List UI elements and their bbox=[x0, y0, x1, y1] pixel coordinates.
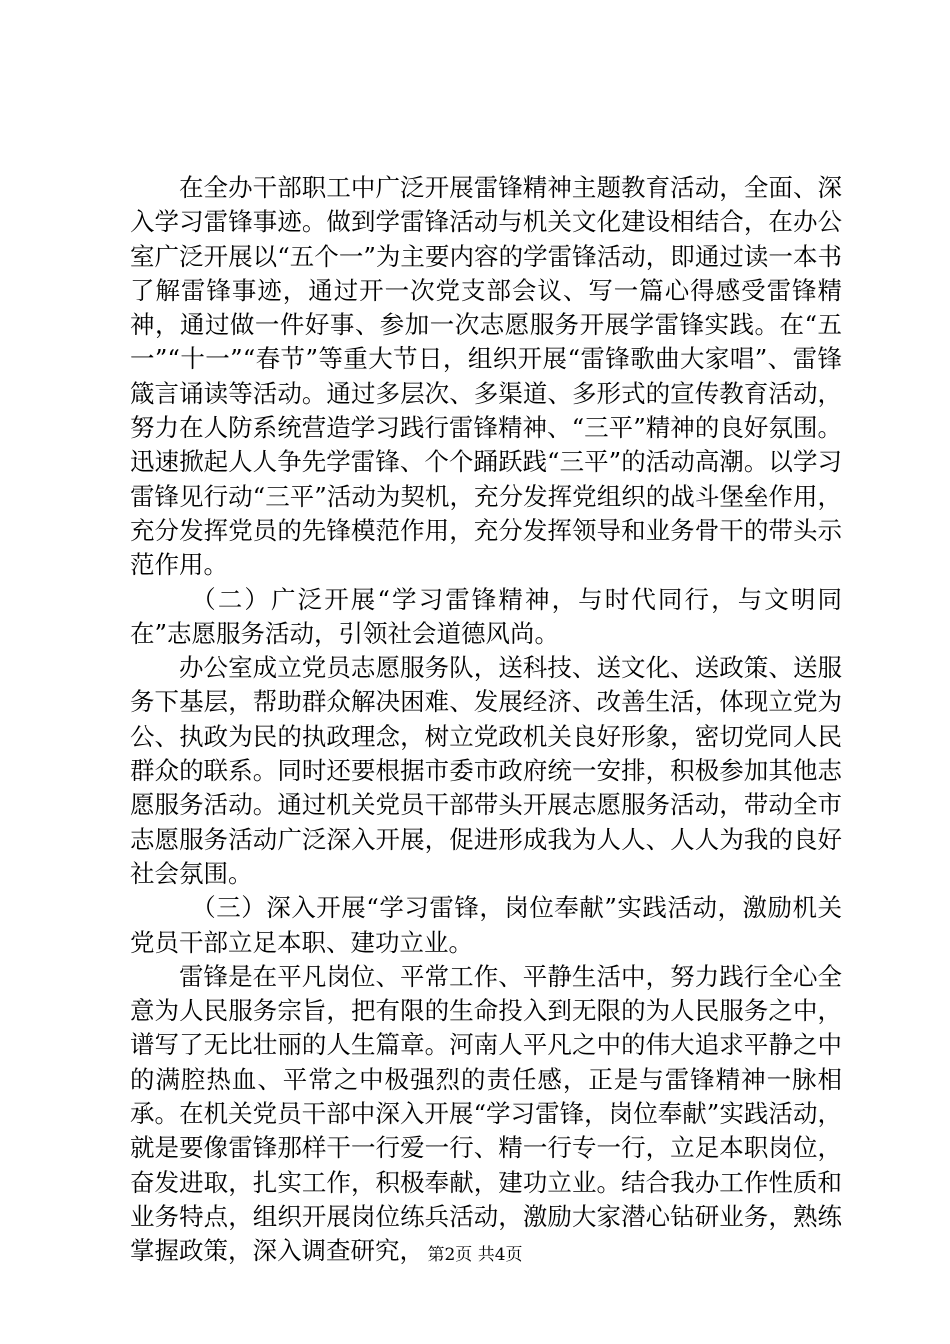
body-paragraph: 办公室成立党员志愿服务队，送科技、送文化、送政策、送服务下基层，帮助群众解决困难、发展经济、改善生活，体现立党为公、执政为民的执政理念，树立党政机关良好形象，密切党同人民群众的联系。同时还要根据市委市政府统一安排，积极参加其他志愿服务活动。通过机关党员干部带头开展志愿服务活动，带动全市志愿服务活动广泛深入开展，促进形成我为人人、人人为我的良好社会氛围。 bbox=[130, 653, 842, 888]
section-heading-2: （二）广泛开展“学习雷锋精神，与时代同行，与文明同在”志愿服务活动，引领社会道德风尚。 bbox=[130, 584, 842, 648]
page-number-label: 第2页 共4页 bbox=[427, 1245, 523, 1265]
body-paragraph: 在全办干部职工中广泛开展雷锋精神主题教育活动，全面、深入学习雷锋事迹。做到学雷锋活动与机关文化建设相结合，在办公室广泛开展以“五个一”为主要内容的学雷锋活动，即通过读一本书了解雷锋事迹，通过开一次党支部会议、写一篇心得感受雷锋精神，通过做一件好事、参加一次志愿服务开展学雷锋实践。在“五一”“十一”“春节”等重大节日，组织开展“雷锋歌曲大家唱”、雷锋箴言诵读等活动。通过多层次、多渠道、多形式的宣传教育活动，努力在人防系统营造学习践行雷锋精神、“三平”精神的良好氛围。迅速掀起人人争先学雷锋、个个踊跃践“三平”的活动高潮。以学习雷锋见行动“三平”活动为契机，充分发挥党组织的战斗堡垒作用，充分发挥党员的先锋模范作用，充分发挥领导和业务骨干的带头示范作用。 bbox=[130, 173, 842, 580]
section-heading-3: （三）深入开展“学习雷锋，岗位奉献”实践活动，激励机关党员干部立足本职、建功立业。 bbox=[130, 893, 842, 957]
document-body bbox=[130, 171, 842, 1269]
page-footer bbox=[0, 1244, 950, 1266]
body-paragraph: 雷锋是在平凡岗位、平常工作、平静生活中，努力践行全心全意为人民服务宗旨，把有限的生命投入到无限的为人民服务之中，谱写了无比壮丽的人生篇章。河南人平凡之中的伟大追求平静之中的满腔热血、平常之中极强烈的责任感，正是与雷锋精神一脉相承。在机关党员干部中深入开展“学习雷锋，岗位奉献”实践活动，就是要像雷锋那样干一行爱一行、精一行专一行，立足本职岗位，奋发进取，扎实工作，积极奉献，建功立业。结合我办工作性质和业务特点，组织开展岗位练兵活动，激励大家潜心钻研业务，熟练掌握政策，深入调查研究， bbox=[130, 961, 842, 1266]
